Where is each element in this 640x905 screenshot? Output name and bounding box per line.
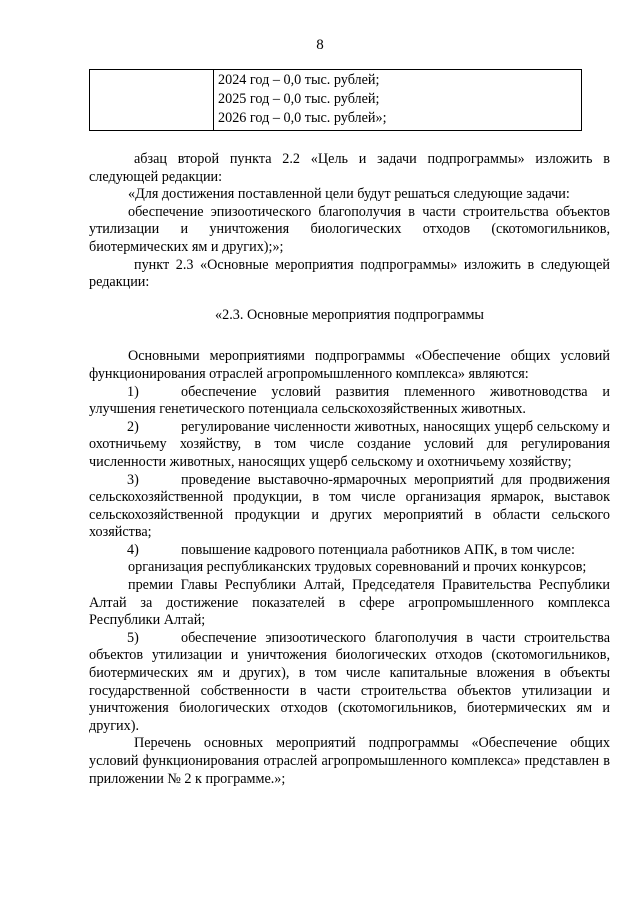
budget-line-2025: 2025 год – 0,0 тыс. рублей; xyxy=(218,91,380,107)
list-item-number: 2) xyxy=(127,418,139,435)
list-item-number: 4) xyxy=(127,541,139,558)
list-item-number: 5) xyxy=(127,629,139,646)
paragraph-competitions: организация республиканских трудовых соревнований и прочих конкурсов; xyxy=(128,559,587,576)
budget-table xyxy=(89,69,582,131)
paragraph-amend-2-2: абзац второй пункта 2.2 «Цель и задачи подпрограммы» изложить в следующей редакции: xyxy=(89,151,610,185)
list-item-text: регулирование численности животных, наносящих ущерб сельскому и охотничьему хозяйству, в том числе создание условий для регулирования численности животных, наносящих ущерб сельскому и охотничьему хозяйству; xyxy=(89,418,610,470)
list-item-number: 3) xyxy=(127,471,139,488)
list-item-text: обеспечение условий развития племенного животноводства и улучшения генетического потенциала сельскохозяйственных животных. xyxy=(89,383,610,418)
paragraph-measures-intro: Основными мероприятиями подпрограммы «Обеспечение общих условий функционирования отраслей агропромышленного комплекса» являются: xyxy=(89,348,610,382)
list-item-number: 1) xyxy=(127,383,139,400)
table-budget-cell xyxy=(214,70,582,131)
section-heading: «2.3. Основные мероприятия подпрограммы xyxy=(215,306,484,323)
list-item-1 xyxy=(89,384,610,419)
page-number: 8 xyxy=(316,37,324,53)
table-empty-cell xyxy=(90,70,214,131)
budget-line-2026: 2026 год – 0,0 тыс. рублей»; xyxy=(218,110,387,126)
paragraph-tasks-intro: «Для достижения поставленной цели будут решаться следующие задачи: xyxy=(128,186,570,203)
list-item-text: проведение выставочно-ярмарочных мероприятий для продвижения сельскохозяйственной продукции, в том числе организация ярмарок, выставок сельскохозяйственной продукции и других мероприятий в области сельского хозяйства; xyxy=(89,471,610,541)
list-item-2 xyxy=(89,419,610,472)
paragraph-amend-2-3: пункт 2.3 «Основные мероприятия подпрограммы» изложить в следующей редакции: xyxy=(89,256,610,291)
document-body xyxy=(89,151,610,788)
list-item-text: обеспечение эпизоотического благополучия в части строительства объектов утилизации и уничтожения биологических отходов (скотомогильников, биотермических ям и других), в том числе капитальные вложения в объекты государственной собственности в части строительства объектов утилизации и уничтожения биологических отходов (скотомогильников, биотермических ям и других). xyxy=(89,629,610,734)
list-item-5 xyxy=(89,630,610,736)
paragraph-awards: премии Главы Республики Алтай, Председателя Правительства Республики Алтай за достижение показателей в сфере агропромышленного комплекса Республики Алтай; xyxy=(89,577,610,629)
list-item-text: повышение кадрового потенциала работников АПК, в том числе: xyxy=(181,541,575,558)
list-item-3 xyxy=(89,472,610,542)
list-item-4 xyxy=(89,542,610,560)
paragraph-closing: Перечень основных мероприятий подпрограммы «Обеспечение общих условий функционирования отраслей агропромышленного комплекса» представлен в приложении № 2 к программе.»; xyxy=(89,735,610,787)
paragraph-task-epizootic: обеспечение эпизоотического благополучия в части строительства объектов утилизации и уничтожения биологических отходов (скотомогильников, биотермических ям и других);»; xyxy=(89,203,610,255)
budget-line-2024: 2024 год – 0,0 тыс. рублей; xyxy=(218,72,380,88)
